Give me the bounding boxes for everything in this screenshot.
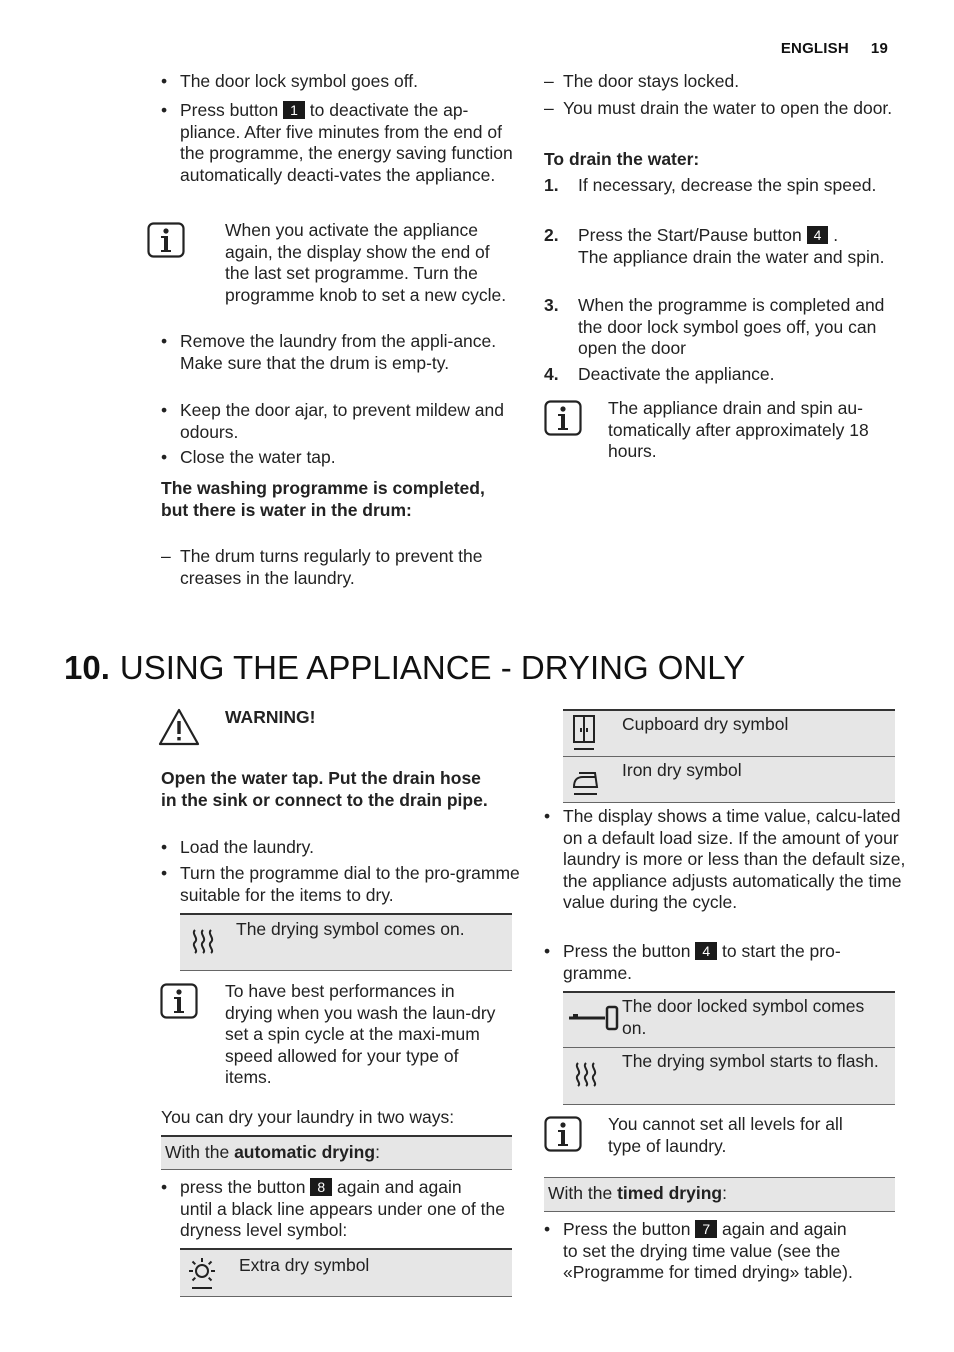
list-item: • Press button 1 to deactivate the ap- pliance. After five minutes from the end of the programme, the energy saving function automatically deacti-vates the appliance.	[161, 100, 525, 186]
automatic-drying-header: With the automatic drying:	[161, 1135, 512, 1170]
list-item: – The drum turns regularly to prevent the creases in the laundry.	[161, 546, 525, 589]
extra-dry-box	[180, 1248, 512, 1297]
list-item: • The display shows a time value, calcu-lated on a default load size. If the amount of your laundry is more or less than the default size, the appliance adjusts automatically the time value during the cycle.	[544, 806, 913, 914]
step-item: 3. When the programme is completed and the door lock symbol goes off, you can open the door	[544, 295, 885, 358]
drying-symbol-icon	[190, 928, 216, 954]
extra-dry-icon	[186, 1256, 218, 1290]
warning-icon	[158, 708, 200, 746]
iron-dry-icon	[571, 767, 599, 797]
section-title-text: USING THE APPLIANCE - DRYING ONLY	[119, 649, 746, 686]
header-language: ENGLISH	[780, 40, 849, 57]
list-item: • Load the laundry.	[161, 837, 525, 859]
step-item: 4. Deactivate the appliance.	[544, 364, 775, 384]
button-key-1: 1	[283, 101, 305, 119]
list-item: • Keep the door ajar, to prevent mildew and odours.	[161, 400, 525, 443]
list-item: • Press the button 7 again and again to set the drying time value (see the «Programme for timed drying» table).	[544, 1219, 913, 1284]
cupboard-dry-icon	[571, 714, 597, 752]
box-text: The door locked symbol comes on.	[622, 996, 865, 1038]
list-item: • Remove the laundry from the appli-ance. Make sure that the drum is emp-ty.	[161, 331, 525, 374]
door-locked-icon	[567, 1005, 619, 1031]
button-key-4: 4	[807, 226, 829, 244]
subheading: The washing programme is completed, but there is water in the drum:	[161, 478, 485, 520]
box-text: Extra dry symbol	[239, 1255, 370, 1275]
list-item: • The door lock symbol goes off.	[161, 71, 520, 93]
list-item: • Turn the programme dial to the pro-gramme suitable for the items to dry.	[161, 863, 525, 906]
button-key-4: 4	[695, 942, 717, 960]
info-note: When you activate the appliance again, the display show the end of the last set programme. Turn the programme knob to set a new cycle.	[225, 220, 507, 305]
section-title	[64, 648, 745, 688]
box-text: The drying symbol comes on.	[236, 919, 465, 939]
button-key-8: 8	[310, 1178, 332, 1196]
door-locked-box	[563, 991, 895, 1048]
list-item: • Close the water tap.	[161, 447, 525, 469]
list-item: • Press the button 4 to start the pro- gramme.	[544, 941, 913, 984]
box-text: Iron dry symbol	[622, 760, 742, 780]
list-item: • press the button 8 again and again until a black line appears under one of the dryness level symbol:	[161, 1177, 530, 1242]
info-icon	[160, 983, 198, 1019]
box-text: The drying symbol starts to flash.	[622, 1051, 879, 1071]
box-text: Cupboard dry symbol	[622, 714, 789, 734]
step-item: 2. Press the Start/Pause button 4 . The appliance drain the water and spin.	[544, 225, 885, 267]
info-icon	[544, 400, 582, 436]
info-note: The appliance drain and spin au-tomatically after approximately 18 hours.	[608, 398, 869, 461]
info-icon	[544, 1116, 582, 1152]
page-number: 19	[870, 40, 888, 57]
drying-flash-box	[563, 1047, 895, 1105]
page-header	[781, 38, 888, 60]
list-item: – The door stays locked.	[544, 71, 913, 93]
button-key-7: 7	[695, 1220, 717, 1238]
drying-symbol-box	[180, 913, 512, 971]
timed-drying-header: With the timed drying:	[544, 1177, 895, 1212]
cupboard-dry-box	[563, 709, 895, 757]
info-note: You cannot set all levels for all type of laundry.	[608, 1114, 843, 1156]
info-icon	[147, 222, 185, 258]
subheading: To drain the water:	[544, 149, 700, 169]
section-number: 10.	[64, 649, 110, 686]
list-item: – You must drain the water to open the door.	[544, 98, 913, 120]
drying-symbol-icon	[573, 1061, 599, 1087]
info-note: To have best performances in drying when you wash the laun-dry set a spin cycle at the maxi-mum speed allowed for your type of items.	[225, 981, 496, 1087]
iron-dry-box	[563, 756, 895, 803]
warning-text: Open the water tap. Put the drain hose in the sink or connect to the drain pipe.	[161, 768, 488, 810]
warning-label: WARNING!	[225, 707, 316, 727]
paragraph: You can dry your laundry in two ways:	[161, 1107, 455, 1127]
step-item: 1. If necessary, decrease the spin speed.	[544, 175, 877, 195]
